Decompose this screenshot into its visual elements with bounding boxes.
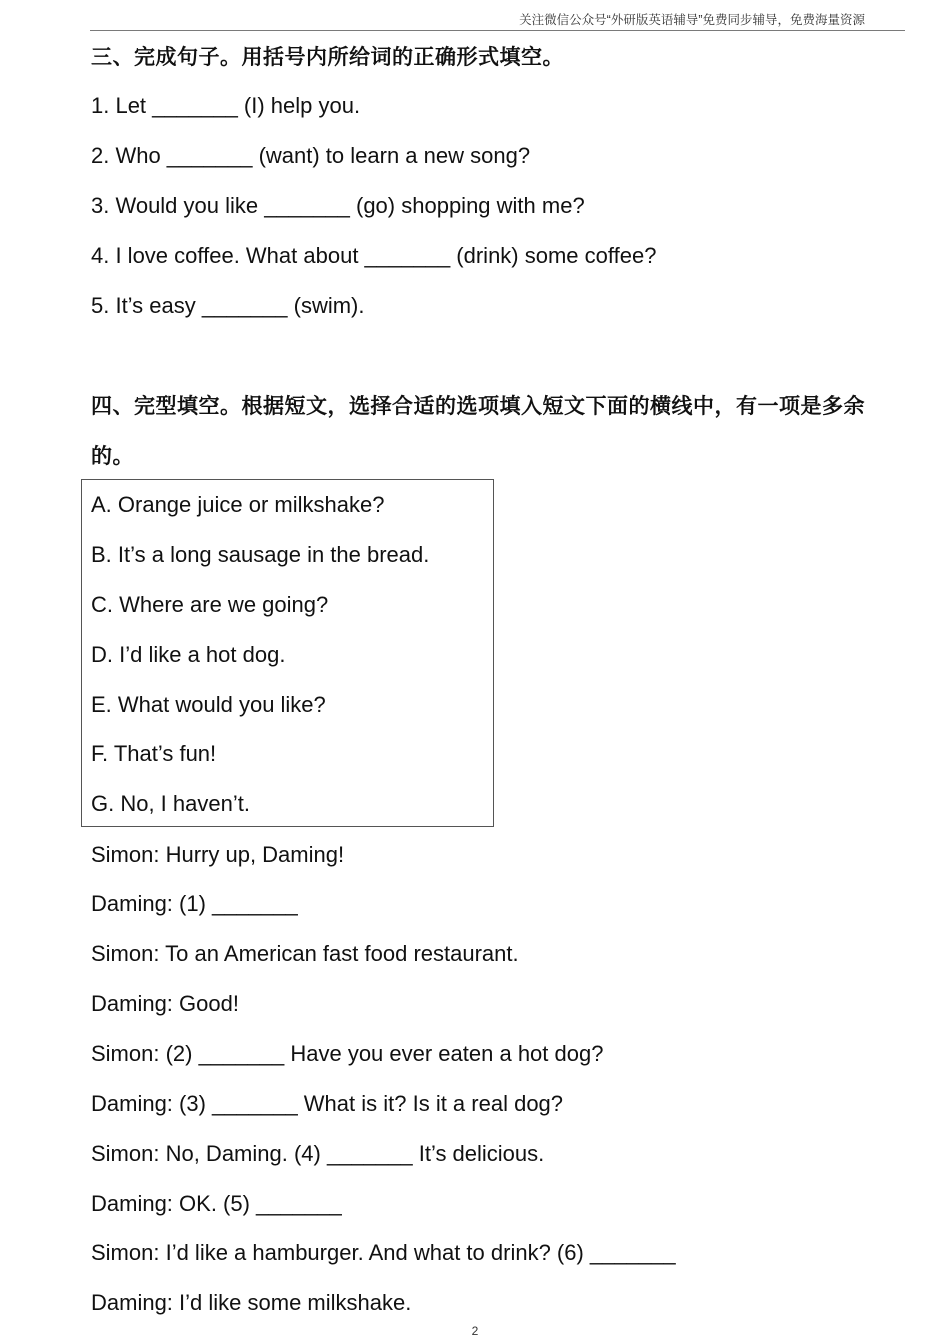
option-item: A. Orange juice or milkshake? [91,492,385,517]
question-item: 2. Who _______ (want) to learn a new song? [91,143,531,168]
page-number: 2 [471,1324,479,1338]
dialogue-line: Daming: (1) _______ [91,891,298,916]
option-item: G. No, I haven’t. [91,791,250,816]
dialogue-line: Simon: Hurry up, Daming! [91,842,345,867]
dialogue-line: Simon: (2) _______ Have you ever eaten a hot dog? [91,1041,604,1066]
dialogue-line: Simon: I’d like a hamburger. And what to drink? (6) _______ [91,1240,676,1265]
option-item: D. I’d like a hot dog. [91,642,286,667]
header-promo-text: 关注微信公众号“外研版英语辅导”免费同步辅导，免费海量资源 [519,13,865,27]
option-item: F. That’s fun! [91,741,217,766]
dialogue-line: Simon: To an American fast food restaurant. [91,941,519,966]
dialogue-line: Daming: (3) _______ What is it? Is it a real dog? [91,1091,564,1116]
page-header [90,8,905,31]
question-item: 4. I love coffee. What about _______ (drink) some coffee? [91,243,657,268]
question-item: 5. It’s easy _______ (swim). [91,293,365,318]
question-item: 1. Let _______ (I) help you. [91,93,361,118]
dialogue-line: Simon: No, Daming. (4) _______ It’s delicious. [91,1141,545,1166]
dialogue-line: Daming: I’d like some milkshake. [91,1290,412,1315]
option-item: B. It’s a long sausage in the bread. [91,542,430,567]
question-item: 3. Would you like _______ (go) shopping with me? [91,193,585,218]
section-4-heading: 四、完型填空。根据短文，选择合适的选项填入短文下面的横线中，有一项是多余 [91,394,865,418]
option-item: C. Where are we going? [91,592,329,617]
section-3-heading: 三、完成句子。用括号内所给词的正确形式填空。 [91,45,564,69]
dialogue-line: Daming: Good! [91,991,239,1016]
section-4-heading-cont: 的。 [91,444,134,468]
dialogue-line: Daming: OK. (5) _______ [91,1191,342,1216]
option-item: E. What would you like? [91,692,326,717]
